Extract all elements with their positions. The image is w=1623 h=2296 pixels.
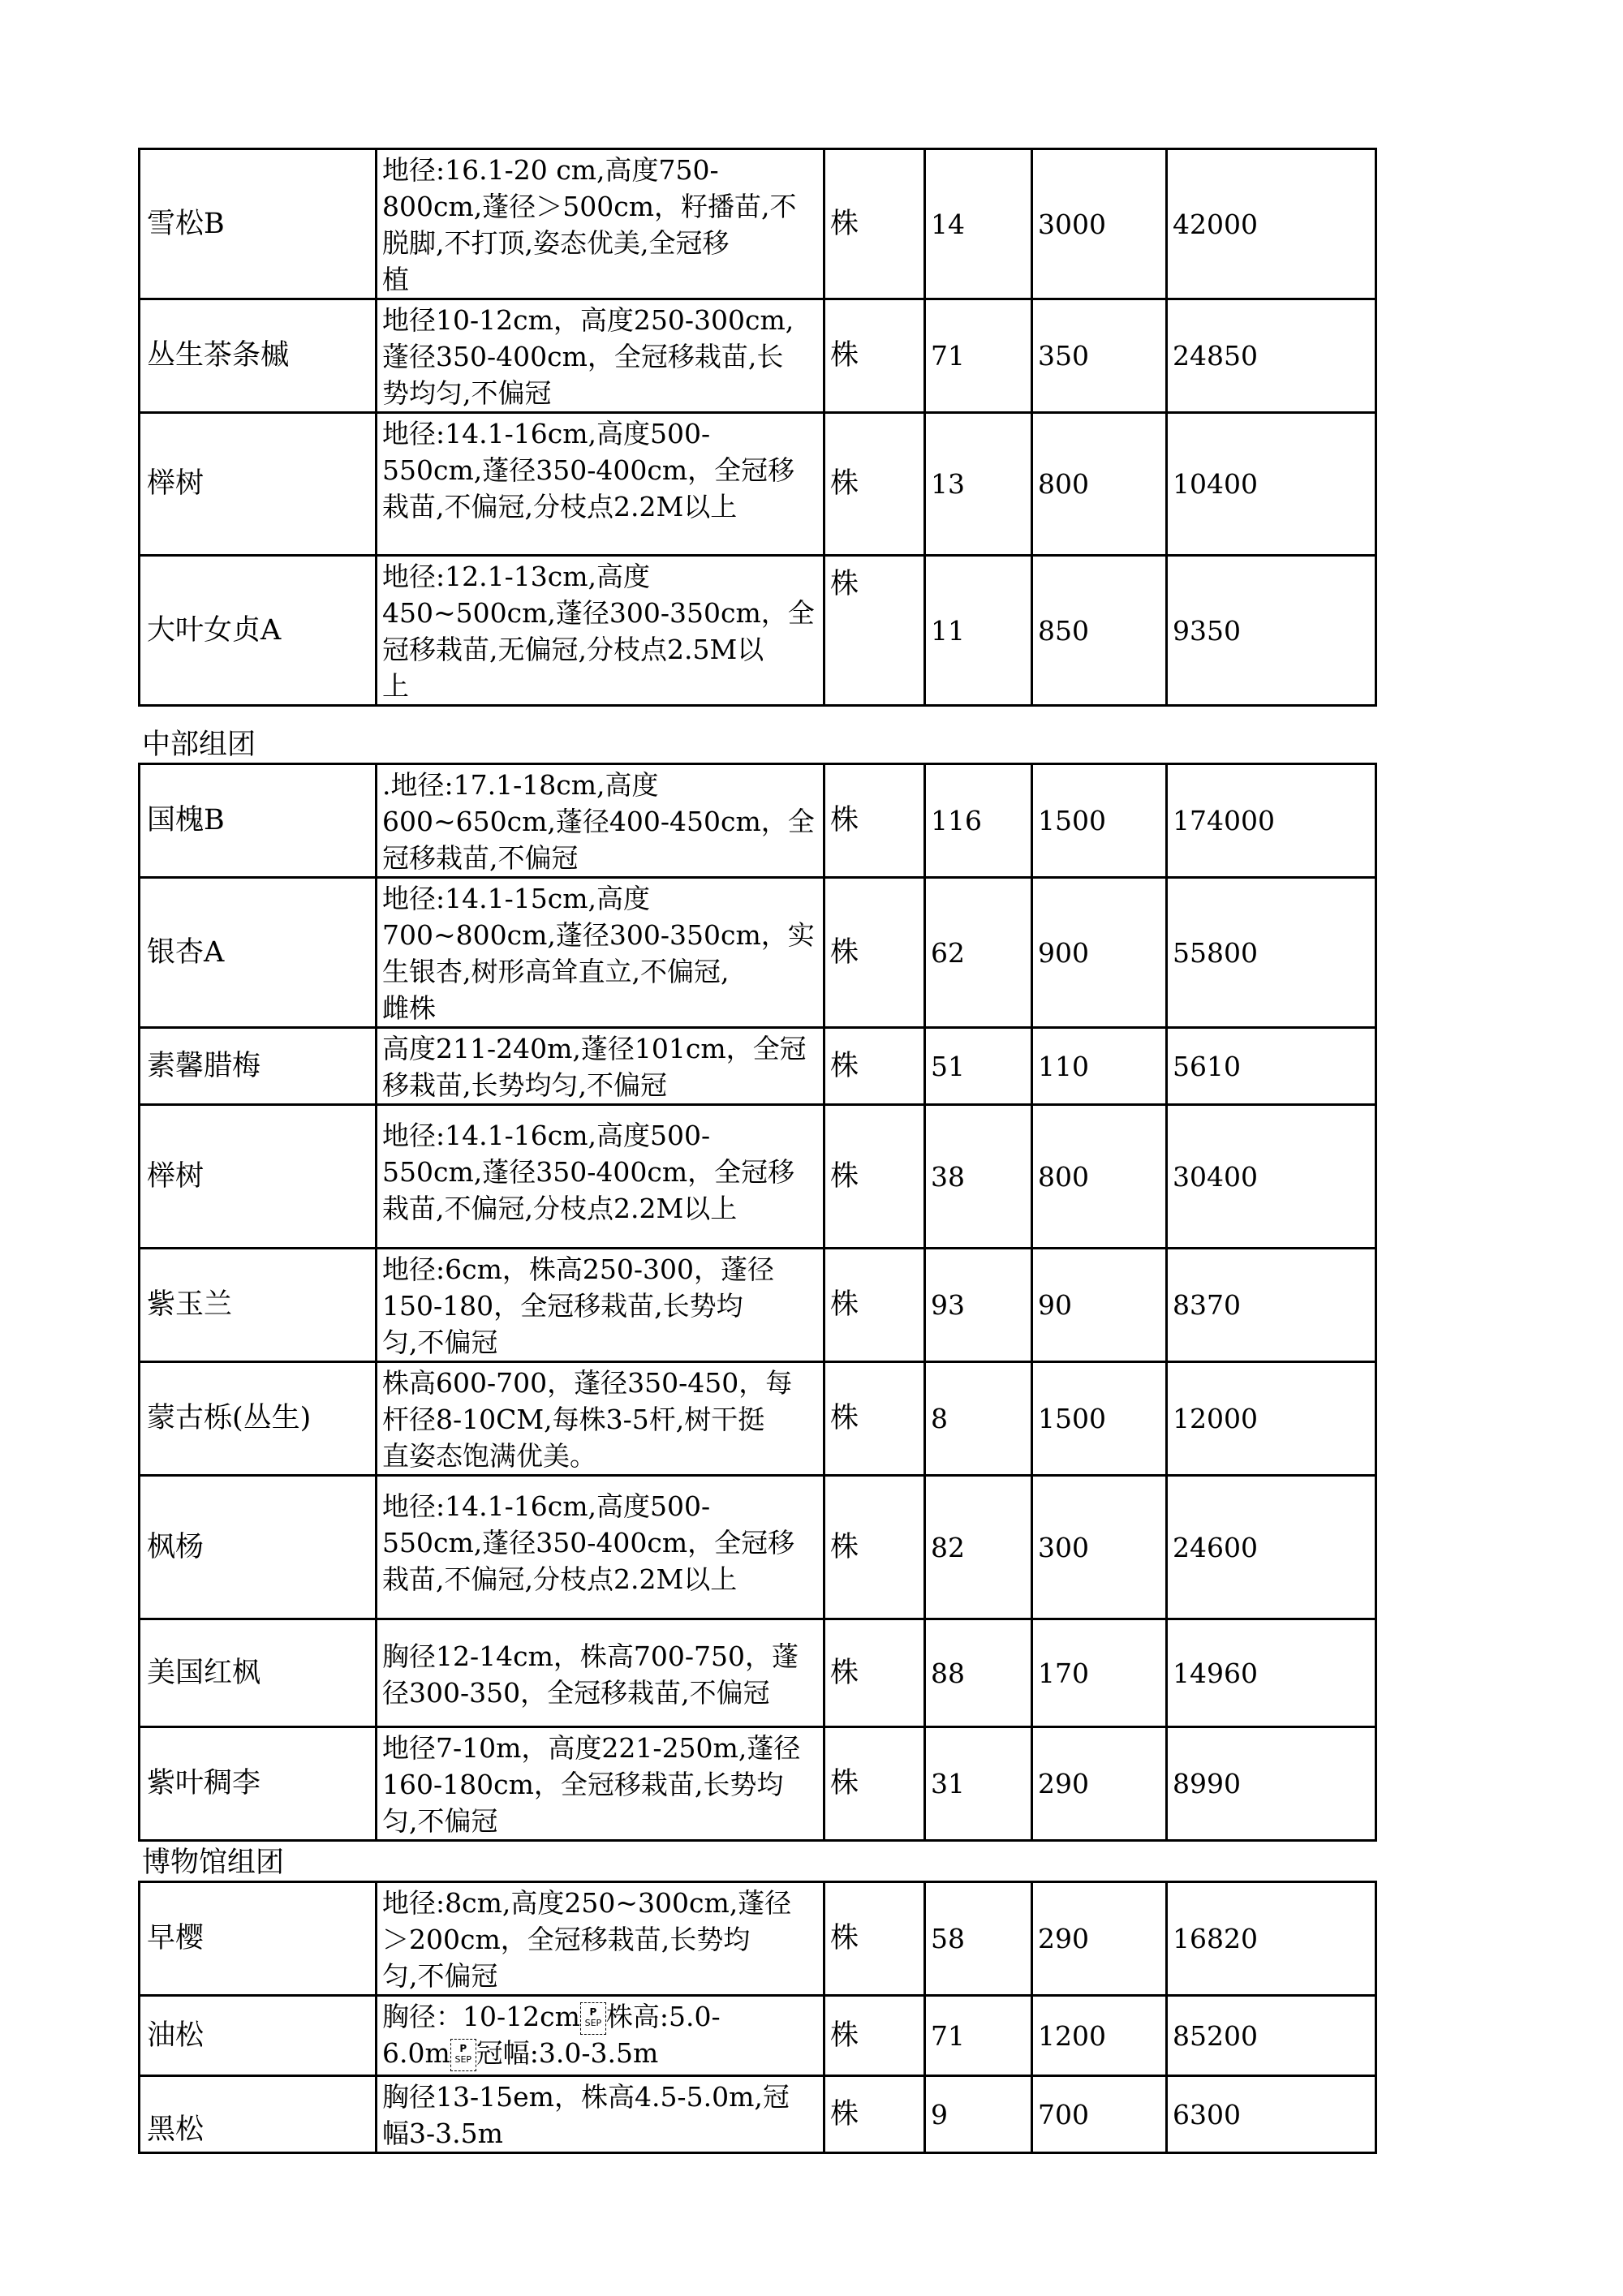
quantity: 14 [925, 149, 1032, 299]
unit-price: 110 [1032, 1028, 1167, 1105]
total-price: 8990 [1167, 1727, 1376, 1841]
unit: 株 [824, 1476, 925, 1619]
unit-price: 350 [1032, 299, 1167, 413]
unit: 株 [824, 2076, 925, 2153]
plant-spec: 地径:14.1-16cm,高度500- 550cm,蓬径350-400cm，全冠移 栽苗,不偏冠,分枝点2.2M以上 [377, 1476, 824, 1619]
sep-glyph-top: P [589, 2006, 597, 2018]
table-row [140, 1028, 1376, 1105]
unit-price: 700 [1032, 2076, 1167, 2153]
plant-table-1 [138, 148, 1377, 707]
unit: 株 [824, 1996, 925, 2076]
quantity: 82 [925, 1476, 1032, 1619]
table-row [140, 149, 1376, 299]
total-price: 9350 [1167, 556, 1376, 706]
quantity: 31 [925, 1727, 1032, 1841]
table-row [140, 1476, 1376, 1619]
plant-spec: 地径10-12cm，高度250-300cm, 蓬径350-400cm，全冠移栽苗,长 势均匀,不偏冠 [377, 299, 824, 413]
unit-price: 170 [1032, 1619, 1167, 1727]
quantity: 93 [925, 1249, 1032, 1362]
plant-spec: 高度211-240m,蓬径101cm，全冠 移栽苗,长势均匀,不偏冠 [377, 1028, 824, 1105]
unit: 株 [824, 413, 925, 556]
plant-name: 枫杨 [140, 1476, 377, 1619]
sep-glyph-top: P [459, 2043, 467, 2054]
quantity: 9 [925, 2076, 1032, 2153]
spec-part: 胸径：10-12cm [382, 2001, 580, 2032]
total-price: 174000 [1167, 764, 1376, 878]
total-price: 85200 [1167, 1996, 1376, 2076]
table-row [140, 413, 1376, 556]
plant-name: 早樱 [140, 1882, 377, 1996]
table-row [140, 1249, 1376, 1362]
sep-glyph-icon [450, 2039, 476, 2071]
plant-spec: 地径:8cm,高度250~300cm,蓬径 ＞200cm，全冠移栽苗,长势均 匀,不偏冠 [377, 1882, 824, 1996]
unit-price: 1500 [1032, 764, 1167, 878]
table-row [140, 556, 1376, 706]
plant-spec [377, 1996, 824, 2076]
plant-spec: 地径:6cm，株高250-300，蓬径 150-180，全冠移栽苗,长势均 匀,不偏冠 [377, 1249, 824, 1362]
quantity: 51 [925, 1028, 1032, 1105]
plant-name: 银杏A [140, 878, 377, 1028]
total-price: 16820 [1167, 1882, 1376, 1996]
unit: 株 [824, 149, 925, 299]
unit-price: 300 [1032, 1476, 1167, 1619]
unit: 株 [824, 556, 925, 706]
unit-price: 1500 [1032, 1362, 1167, 1476]
total-price: 42000 [1167, 149, 1376, 299]
plant-name: 美国红枫 [140, 1619, 377, 1727]
table-row [140, 299, 1376, 413]
unit: 株 [824, 1619, 925, 1727]
plant-name: 榉树 [140, 1105, 377, 1249]
sep-glyph-icon [580, 2002, 606, 2035]
total-price: 14960 [1167, 1619, 1376, 1727]
quantity: 71 [925, 299, 1032, 413]
plant-spec: 地径:14.1-15cm,高度 700~800cm,蓬径300-350cm，实 生银杏,树形高耸直立,不偏冠, 雌株 [377, 878, 824, 1028]
plant-name: 蒙古栎(丛生) [140, 1362, 377, 1476]
section-title-museum: 博物馆组团 [142, 1847, 285, 1879]
quantity: 11 [925, 556, 1032, 706]
unit: 株 [824, 299, 925, 413]
table-row [140, 1619, 1376, 1727]
unit: 株 [824, 1249, 925, 1362]
quantity: 71 [925, 1996, 1032, 2076]
table-row [140, 1105, 1376, 1249]
unit: 株 [824, 764, 925, 878]
quantity: 38 [925, 1105, 1032, 1249]
quantity: 116 [925, 764, 1032, 878]
quantity: 58 [925, 1882, 1032, 1996]
unit-price: 90 [1032, 1249, 1167, 1362]
plant-table-2 [138, 763, 1377, 1842]
unit-price: 900 [1032, 878, 1167, 1028]
quantity: 8 [925, 1362, 1032, 1476]
table-row [140, 2076, 1376, 2153]
table-row [140, 1882, 1376, 1996]
quantity: 62 [925, 878, 1032, 1028]
unit: 株 [824, 1727, 925, 1841]
spec-part: 株高:5.0- 6.0m [382, 2001, 721, 2069]
plant-spec: 地径:12.1-13cm,高度 450~500cm,蓬径300-350cm，全 冠移栽苗,无偏冠,分枝点2.5M以 上 [377, 556, 824, 706]
plant-spec: 胸径13-15em，株高4.5-5.0m,冠 幅3-3.5m [377, 2076, 824, 2153]
total-price: 24600 [1167, 1476, 1376, 1619]
table-row [140, 1362, 1376, 1476]
unit-price: 1200 [1032, 1996, 1167, 2076]
total-price: 12000 [1167, 1362, 1376, 1476]
unit: 株 [824, 1362, 925, 1476]
plant-name: 油松 [140, 1996, 377, 2076]
quantity: 13 [925, 413, 1032, 556]
unit: 株 [824, 1882, 925, 1996]
sep-glyph-bottom: SEP [584, 2018, 602, 2028]
table-row [140, 764, 1376, 878]
total-price: 8370 [1167, 1249, 1376, 1362]
unit-price: 800 [1032, 413, 1167, 556]
plant-spec: .地径:17.1-18cm,高度 600~650cm,蓬径400-450cm，全 冠移栽苗,不偏冠 [377, 764, 824, 878]
plant-spec: 地径7-10m，高度221-250m,蓬径 160-180cm，全冠移栽苗,长势均 匀,不偏冠 [377, 1727, 824, 1841]
plant-name: 素馨腊梅 [140, 1028, 377, 1105]
table-row [140, 1996, 1376, 2076]
unit-price: 850 [1032, 556, 1167, 706]
spec-part: 冠幅:3.0-3.5m [476, 2037, 659, 2069]
total-price: 24850 [1167, 299, 1376, 413]
plant-name: 雪松B [140, 149, 377, 299]
section-title-central: 中部组团 [142, 729, 256, 761]
plant-spec: 地径:14.1-16cm,高度500- 550cm,蓬径350-400cm，全冠移 栽苗,不偏冠,分枝点2.2M以上 [377, 1105, 824, 1249]
plant-name: 国槐B [140, 764, 377, 878]
total-price: 10400 [1167, 413, 1376, 556]
unit-price: 290 [1032, 1727, 1167, 1841]
unit-price: 290 [1032, 1882, 1167, 1996]
total-price: 30400 [1167, 1105, 1376, 1249]
plant-spec: 地径:14.1-16cm,高度500- 550cm,蓬径350-400cm，全冠移 栽苗,不偏冠,分枝点2.2M以上 [377, 413, 824, 556]
table-row [140, 1727, 1376, 1841]
total-price: 5610 [1167, 1028, 1376, 1105]
unit: 株 [824, 878, 925, 1028]
plant-name: 黑松 [140, 2076, 377, 2153]
sep-glyph-bottom: SEP [454, 2054, 472, 2065]
total-price: 6300 [1167, 2076, 1376, 2153]
plant-table-3 [138, 1881, 1377, 2154]
quantity: 88 [925, 1619, 1032, 1727]
plant-spec: 胸径12-14cm，株高700-750，蓬 径300-350，全冠移栽苗,不偏冠 [377, 1619, 824, 1727]
plant-spec: 株高600-700，蓬径350-450，每 杆径8-10CM,每株3-5杆,树干挺 直姿态饱满优美。 [377, 1362, 824, 1476]
unit-price: 800 [1032, 1105, 1167, 1249]
unit-price: 3000 [1032, 149, 1167, 299]
table-row [140, 878, 1376, 1028]
total-price: 55800 [1167, 878, 1376, 1028]
plant-name: 榉树 [140, 413, 377, 556]
unit: 株 [824, 1028, 925, 1105]
plant-name: 丛生茶条槭 [140, 299, 377, 413]
plant-name: 大叶女贞A [140, 556, 377, 706]
plant-spec: 地径:16.1-20 cm,高度750- 800cm,蓬径＞500cm，籽播苗,不 脱脚,不打顶,姿态优美,全冠移 植 [377, 149, 824, 299]
unit: 株 [824, 1105, 925, 1249]
plant-name: 紫叶稠李 [140, 1727, 377, 1841]
plant-name: 紫玉兰 [140, 1249, 377, 1362]
